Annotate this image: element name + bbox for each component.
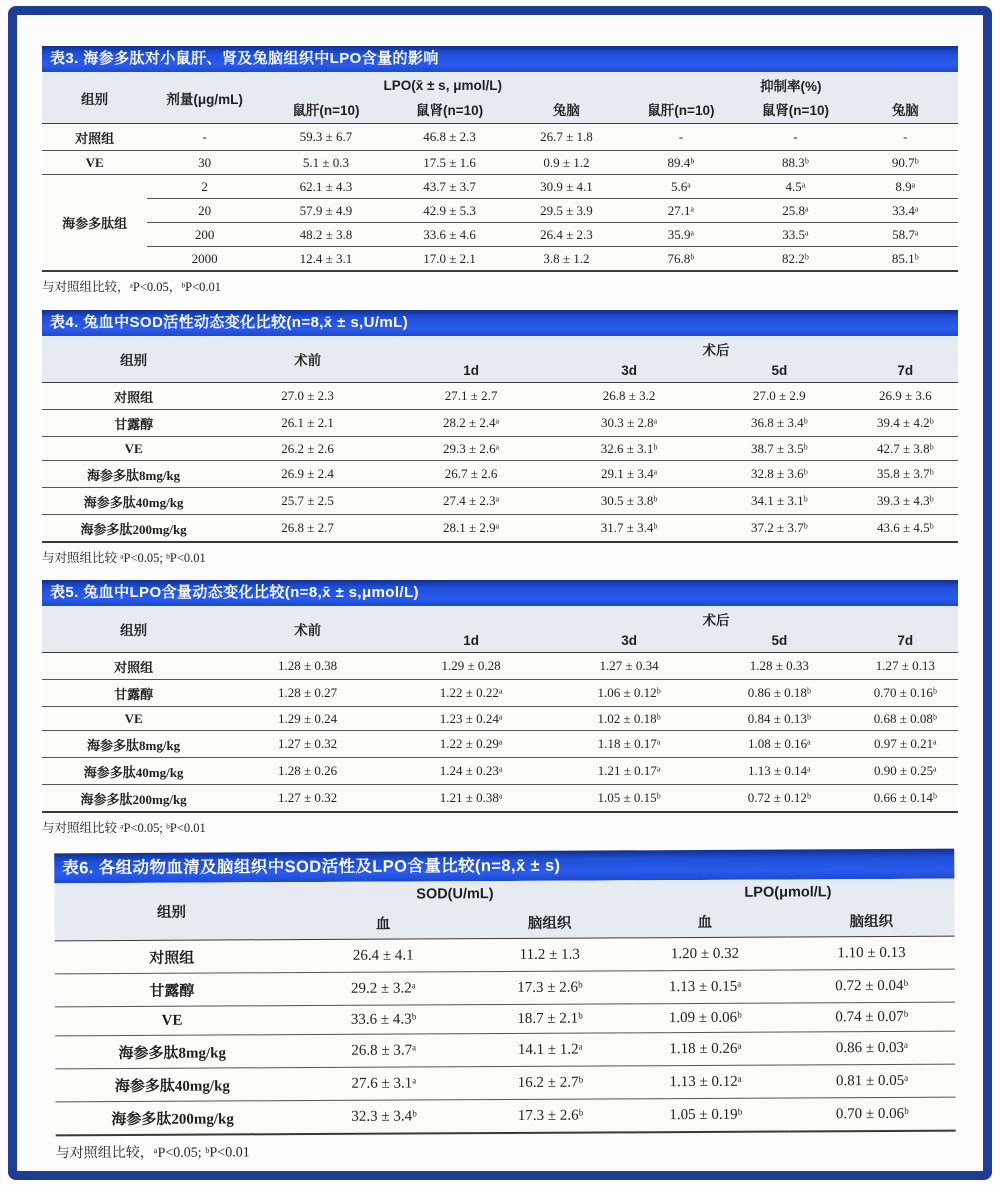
col-header-7d: 7d — [853, 359, 958, 383]
value-cell: 200 — [147, 223, 262, 247]
table6 — [54, 879, 955, 1137]
group-cell: 海参多肽组 — [42, 175, 147, 272]
value-cell: 43.7 ± 3.7 — [390, 175, 509, 199]
value-cell: 0.74 ± 0.07ᵇ — [788, 1002, 955, 1032]
value-cell: 46.8 ± 2.3 — [390, 124, 509, 151]
table-row — [42, 785, 958, 813]
value-cell: 27.4 ± 2.3ᵃ — [390, 488, 552, 515]
value-cell: 88.3ᵇ — [738, 151, 853, 175]
value-cell: 0.68 ± 0.08ᵇ — [853, 707, 958, 731]
col-header-blood-sod: 血 — [288, 907, 477, 939]
value-cell: 0.84 ± 0.13ᵇ — [706, 707, 853, 731]
table6-section — [54, 849, 956, 1163]
table-row — [55, 969, 955, 1007]
value-cell: 48.2 ± 3.8 — [262, 223, 390, 247]
value-cell: 33.6 ± 4.6 — [390, 223, 509, 247]
group-cell: 海参多肽8mg/kg — [42, 731, 225, 758]
value-cell: - — [853, 124, 958, 151]
value-cell: 1.05 ± 0.15ᵇ — [552, 785, 706, 813]
value-cell: 29.5 ± 3.9 — [509, 199, 624, 223]
value-cell: 59.3 ± 6.7 — [262, 124, 390, 151]
value-cell: 1.18 ± 0.26ᵃ — [622, 1032, 789, 1066]
table6-body — [55, 936, 956, 1135]
value-cell: 8.9ᵃ — [853, 175, 958, 199]
group-cell: 海参多肽200mg/kg — [55, 1101, 289, 1136]
group-cell: 对照组 — [42, 383, 225, 410]
page-border-frame — [8, 6, 992, 1180]
value-cell: 30 — [147, 151, 262, 175]
value-cell: 17.5 ± 1.6 — [390, 151, 509, 175]
value-cell: 1.05 ± 0.19ᵇ — [622, 1098, 789, 1132]
value-cell: 62.1 ± 4.3 — [262, 175, 390, 199]
table5-title-bar: 表5. 兔血中LPO含量动态变化比较(n=8,x̄ ± s,μmol/L) — [42, 580, 958, 606]
value-cell: 1.13 ± 0.12ᵃ — [622, 1065, 789, 1099]
value-cell: 29.2 ± 3.2ᵃ — [289, 972, 478, 1006]
group-cell: 海参多肽8mg/kg — [55, 1035, 289, 1069]
value-cell: 0.72 ± 0.12ᵇ — [706, 785, 853, 813]
value-cell: 1.22 ± 0.22ᵃ — [390, 680, 552, 707]
table4-section — [42, 310, 958, 566]
value-cell: 5.6ᵃ — [624, 175, 739, 199]
value-cell: 26.4 ± 4.1 — [289, 939, 478, 973]
group-cell: 海参多肽200mg/kg — [42, 515, 225, 543]
col-header-dose: 剂量(μg/mL) — [147, 72, 262, 124]
col-header-5d: 5d — [706, 359, 853, 383]
value-cell: 26.8 ± 3.7ᵃ — [289, 1034, 478, 1068]
value-cell: 0.86 ± 0.03ᵃ — [789, 1031, 956, 1065]
col-header-mouse-kidney-inhib: 鼠肾(n=10) — [738, 95, 853, 124]
table-row — [42, 680, 958, 707]
value-cell: 30.9 ± 4.1 — [509, 175, 624, 199]
value-cell: - — [738, 124, 853, 151]
table6-header — [54, 879, 954, 941]
table5-header — [42, 606, 958, 653]
value-cell: 1.10 ± 0.13 — [788, 936, 955, 970]
table4-body — [42, 383, 958, 543]
footnote: 与对照组比较 ᵃP<0.05; ᵇP<0.01 — [42, 821, 206, 835]
table-row — [42, 758, 958, 785]
col-header-blood-lpo: 血 — [621, 906, 788, 938]
col-header-3d: 3d — [552, 359, 706, 383]
header-row — [42, 72, 958, 95]
value-cell: 28.2 ± 2.4ᵃ — [390, 410, 552, 437]
value-cell: 26.9 ± 3.6 — [853, 383, 958, 410]
header-row — [42, 606, 958, 629]
table5 — [42, 606, 958, 813]
table-row — [42, 383, 958, 410]
value-cell: 0.70 ± 0.16ᵇ — [853, 680, 958, 707]
group-cell: VE — [55, 1006, 289, 1036]
table-row — [42, 515, 958, 543]
table3-body — [42, 124, 958, 272]
table-row — [42, 731, 958, 758]
span-header-sod: SOD(U/mL) — [288, 880, 621, 908]
value-cell: 38.7 ± 3.5ᵇ — [706, 437, 853, 461]
value-cell: 31.7 ± 3.4ᵇ — [552, 515, 706, 543]
value-cell: 1.08 ± 0.16ᵃ — [706, 731, 853, 758]
value-cell: 14.1 ± 1.2ᵃ — [478, 1033, 622, 1067]
value-cell: 1.09 ± 0.06ᵇ — [622, 1003, 789, 1033]
value-cell: 34.1 ± 3.1ᵇ — [706, 488, 853, 515]
value-cell: 1.23 ± 0.24ᵃ — [390, 707, 552, 731]
value-cell: 1.29 ± 0.24 — [225, 707, 390, 731]
value-cell: 27.0 ± 2.9 — [706, 383, 853, 410]
value-cell: 0.9 ± 1.2 — [509, 151, 624, 175]
table3-header — [42, 72, 958, 124]
group-cell: 甘露醇 — [55, 973, 289, 1007]
group-cell: 海参多肽8mg/kg — [42, 461, 225, 488]
table-row — [42, 223, 958, 247]
span-header-postop: 术后 — [390, 606, 958, 629]
group-cell: 海参多肽40mg/kg — [55, 1068, 289, 1102]
value-cell: 26.7 ± 1.8 — [509, 124, 624, 151]
value-cell: 30.3 ± 2.8ᵃ — [552, 410, 706, 437]
value-cell: 57.9 ± 4.9 — [262, 199, 390, 223]
value-cell: 1.21 ± 0.17ᵃ — [552, 758, 706, 785]
header-row — [42, 336, 958, 359]
col-header-preop: 术前 — [225, 606, 390, 653]
value-cell: 1.24 ± 0.23ᵃ — [390, 758, 552, 785]
value-cell: 1.27 ± 0.32 — [225, 785, 390, 813]
value-cell: 43.6 ± 4.5ᵇ — [853, 515, 958, 543]
value-cell: 0.70 ± 0.06ᵇ — [789, 1097, 956, 1131]
col-header-3d: 3d — [552, 629, 706, 653]
value-cell: 17.3 ± 2.6ᵇ — [478, 971, 622, 1005]
value-cell: 0.90 ± 0.25ᵃ — [853, 758, 958, 785]
table-row — [55, 1064, 955, 1102]
group-cell: 甘露醇 — [42, 680, 225, 707]
value-cell: 27.0 ± 2.3 — [225, 383, 390, 410]
group-cell: VE — [42, 151, 147, 175]
value-cell: 1.28 ± 0.27 — [225, 680, 390, 707]
value-cell: 27.1 ± 2.7 — [390, 383, 552, 410]
value-cell: 1.18 ± 0.17ᵃ — [552, 731, 706, 758]
col-header-1d: 1d — [390, 359, 552, 383]
value-cell: 36.8 ± 3.4ᵇ — [706, 410, 853, 437]
value-cell: 26.1 ± 2.1 — [225, 410, 390, 437]
value-cell: 30.5 ± 3.8ᵇ — [552, 488, 706, 515]
col-header-preop: 术前 — [225, 336, 390, 383]
value-cell: 17.3 ± 2.6ᵇ — [478, 1099, 622, 1133]
value-cell: 2000 — [147, 247, 262, 272]
group-cell: 海参多肽40mg/kg — [42, 758, 225, 785]
col-header-rabbit-brain-inhib: 兔脑 — [853, 95, 958, 124]
value-cell: 89.4ᵇ — [624, 151, 739, 175]
table-row — [55, 1002, 955, 1036]
value-cell: 26.8 ± 2.7 — [225, 515, 390, 543]
value-cell: 3.8 ± 1.2 — [509, 247, 624, 272]
table6-title-bar: 表6. 各组动物血清及脑组织中SOD活性及LPO含量比较(n=8,x̄ ± s) — [54, 849, 954, 884]
group-cell: 对照组 — [42, 653, 225, 680]
col-header-rabbit-brain: 兔脑 — [509, 95, 624, 124]
value-cell: 35.8 ± 3.7ᵇ — [853, 461, 958, 488]
table-row — [55, 936, 955, 974]
value-cell: 32.8 ± 3.6ᵇ — [706, 461, 853, 488]
value-cell: 1.13 ± 0.15ᵃ — [622, 970, 789, 1004]
table-row — [42, 247, 958, 272]
table-row — [42, 488, 958, 515]
value-cell: 42.7 ± 3.8ᵇ — [853, 437, 958, 461]
col-header-group: 组别 — [42, 336, 225, 383]
col-header-group: 组别 — [54, 882, 288, 941]
value-cell: 1.27 ± 0.32 — [225, 731, 390, 758]
col-header-mouse-liver: 鼠肝(n=10) — [262, 95, 390, 124]
value-cell: 25.7 ± 2.5 — [225, 488, 390, 515]
group-cell: 对照组 — [42, 124, 147, 151]
value-cell: 29.1 ± 3.4ᵃ — [552, 461, 706, 488]
group-cell: VE — [42, 437, 225, 461]
group-cell: 海参多肽40mg/kg — [42, 488, 225, 515]
table-row — [42, 175, 958, 199]
value-cell: 33.6 ± 4.3ᵇ — [289, 1005, 478, 1035]
value-cell: 16.2 ± 2.7ᵇ — [478, 1066, 622, 1100]
table-row — [42, 151, 958, 175]
value-cell: 0.72 ± 0.04ᵇ — [788, 969, 955, 1003]
footnote: 与对照组比较，ᵃP<0.05; ᵇP<0.01 — [55, 1145, 250, 1162]
value-cell: 1.28 ± 0.38 — [225, 653, 390, 680]
value-cell: 26.8 ± 3.2 — [552, 383, 706, 410]
value-cell: 0.66 ± 0.14ᵇ — [853, 785, 958, 813]
footnote: 与对照组比较 ᵃP<0.05; ᵇP<0.01 — [42, 551, 206, 565]
value-cell: 1.06 ± 0.12ᵇ — [552, 680, 706, 707]
value-cell: 33.5ᵃ — [738, 223, 853, 247]
value-cell: 29.3 ± 2.6ᵃ — [390, 437, 552, 461]
table3-title-bar: 表3. 海参多肽对小鼠肝、肾及兔脑组织中LPO含量的影响 — [42, 46, 958, 72]
col-header-1d: 1d — [390, 629, 552, 653]
table4-header — [42, 336, 958, 383]
value-cell: 26.9 ± 2.4 — [225, 461, 390, 488]
value-cell: 1.22 ± 0.29ᵃ — [390, 731, 552, 758]
table-row — [42, 199, 958, 223]
table3-section — [42, 46, 958, 295]
table-row — [42, 410, 958, 437]
value-cell: 76.8ᵇ — [624, 247, 739, 272]
span-header-lpo: LPO(x̄ ± s, μmol/L) — [262, 72, 624, 95]
value-cell: 37.2 ± 3.7ᵇ — [706, 515, 853, 543]
span-header-inhibition-rate: 抑制率(%) — [624, 72, 958, 95]
col-header-5d: 5d — [706, 629, 853, 653]
value-cell: 1.13 ± 0.14ᵃ — [706, 758, 853, 785]
col-header-group: 组别 — [42, 606, 225, 653]
table5-body — [42, 653, 958, 813]
value-cell: 32.3 ± 3.4ᵇ — [289, 1100, 478, 1134]
value-cell: 12.4 ± 3.1 — [262, 247, 390, 272]
table3 — [42, 72, 958, 272]
col-header-group: 组别 — [42, 72, 147, 124]
value-cell: 0.81 ± 0.05ᵃ — [789, 1064, 956, 1098]
value-cell: 18.7 ± 2.1ᵇ — [478, 1004, 622, 1034]
table-row — [55, 1097, 955, 1135]
value-cell: 39.4 ± 4.2ᵇ — [853, 410, 958, 437]
value-cell: 27.1ᵃ — [624, 199, 739, 223]
value-cell: 1.27 ± 0.34 — [552, 653, 706, 680]
value-cell: 25.8ᵃ — [738, 199, 853, 223]
table5-section — [42, 580, 958, 836]
value-cell: - — [147, 124, 262, 151]
col-header-mouse-kidney: 鼠肾(n=10) — [390, 95, 509, 124]
group-cell: 对照组 — [55, 940, 289, 974]
value-cell: 11.2 ± 1.3 — [478, 938, 622, 972]
col-header-brain-sod: 脑组织 — [477, 906, 621, 938]
footnote: 与对照组比较，ᵃP<0.05，ᵇP<0.01 — [42, 280, 222, 294]
group-cell: 海参多肽200mg/kg — [42, 785, 225, 813]
value-cell: 1.28 ± 0.33 — [706, 653, 853, 680]
value-cell: 33.4ᵃ — [853, 199, 958, 223]
table4-title-bar: 表4. 兔血中SOD活性动态变化比较(n=8,x̄ ± s,U/mL) — [42, 310, 958, 336]
value-cell: 0.86 ± 0.18ᵇ — [706, 680, 853, 707]
value-cell: 2 — [147, 175, 262, 199]
value-cell: 20 — [147, 199, 262, 223]
value-cell: 27.6 ± 3.1ᵃ — [289, 1067, 478, 1101]
value-cell: 82.2ᵇ — [738, 247, 853, 272]
value-cell: 39.3 ± 4.3ᵇ — [853, 488, 958, 515]
value-cell: 1.02 ± 0.18ᵇ — [552, 707, 706, 731]
value-cell: 26.7 ± 2.6 — [390, 461, 552, 488]
group-cell: 甘露醇 — [42, 410, 225, 437]
span-header-lpo: LPO(μmol/L) — [621, 879, 954, 907]
col-header-brain-lpo: 脑组织 — [788, 905, 955, 937]
value-cell: - — [624, 124, 739, 151]
value-cell: 1.28 ± 0.26 — [225, 758, 390, 785]
value-cell: 26.4 ± 2.3 — [509, 223, 624, 247]
span-header-postop: 术后 — [390, 336, 958, 359]
table-row — [42, 707, 958, 731]
value-cell: 1.29 ± 0.28 — [390, 653, 552, 680]
value-cell: 4.5ᵃ — [738, 175, 853, 199]
value-cell: 1.27 ± 0.13 — [853, 653, 958, 680]
value-cell: 58.7ᵃ — [853, 223, 958, 247]
value-cell: 35.9ᵃ — [624, 223, 739, 247]
value-cell: 26.2 ± 2.6 — [225, 437, 390, 461]
group-cell: VE — [42, 707, 225, 731]
table-row — [42, 461, 958, 488]
value-cell: 85.1ᵇ — [853, 247, 958, 272]
table-row — [42, 653, 958, 680]
value-cell: 5.1 ± 0.3 — [262, 151, 390, 175]
col-header-7d: 7d — [853, 629, 958, 653]
table-row — [55, 1031, 955, 1069]
value-cell: 42.9 ± 5.3 — [390, 199, 509, 223]
value-cell: 28.1 ± 2.9ᵃ — [390, 515, 552, 543]
value-cell: 1.21 ± 0.38ᵃ — [390, 785, 552, 813]
value-cell: 17.0 ± 2.1 — [390, 247, 509, 272]
col-header-mouse-liver-inhib: 鼠肝(n=10) — [624, 95, 739, 124]
table4 — [42, 336, 958, 543]
value-cell: 90.7ᵇ — [853, 151, 958, 175]
table-row — [42, 124, 958, 151]
value-cell: 0.97 ± 0.21ᵃ — [853, 731, 958, 758]
table-row — [42, 437, 958, 461]
value-cell: 32.6 ± 3.1ᵇ — [552, 437, 706, 461]
value-cell: 1.20 ± 0.32 — [622, 937, 789, 971]
